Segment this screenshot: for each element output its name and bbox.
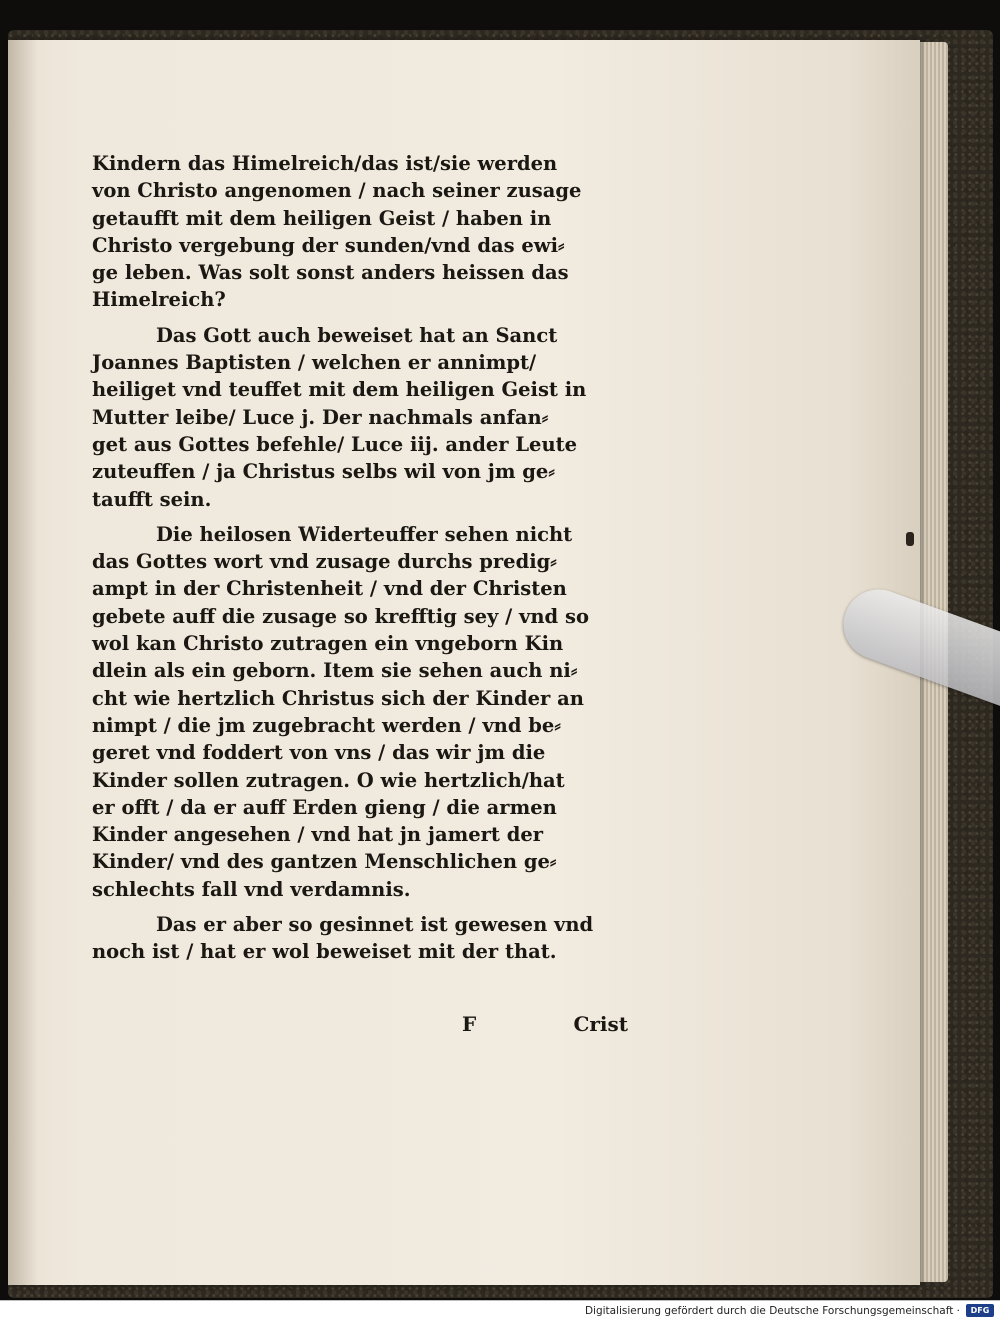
page-speck — [906, 532, 914, 546]
text-line: cht wie hertzlich Christus sich der Kinder an — [92, 686, 584, 710]
text-line: heiliget vnd teuffet mit dem heiligen Geist in — [92, 378, 587, 402]
text-line: das Gottes wort vnd zusage durchs predig⸗ — [92, 550, 557, 574]
text-line: Joannes Baptisten / welchen er annimpt/ — [92, 351, 537, 375]
text-line: ampt in der Christenheit / vnd der Christen — [92, 577, 567, 601]
text-line: wol kan Christo zutragen ein vngeborn Kin — [92, 632, 564, 656]
text-line: Kinder angesehen / vnd hat jn jamert der — [92, 823, 544, 847]
text-line: geret vnd foddert von vns / das wir jm die — [92, 741, 546, 765]
text-line: ge leben. Was solt sonst anders heissen das — [92, 261, 569, 285]
paragraph-gap — [92, 903, 632, 911]
text-line: Kinder/ vnd des gantzen Menschlichen ge⸗ — [92, 850, 557, 874]
signature-mark: F — [462, 1012, 477, 1036]
page-footer-line — [92, 1012, 628, 1042]
text-line: gebete auff die zusage so krefftig sey / vnd so — [92, 604, 589, 628]
dfg-logo: DFG — [966, 1304, 994, 1317]
text-line: Die heilosen Widerteuffer sehen nicht — [156, 522, 573, 546]
body-text — [92, 150, 632, 966]
text-line: get aus Gottes befehle/ Luce iij. ander Leute — [92, 432, 578, 456]
text-line: er offt / da er auff Erden gieng / die armen — [92, 795, 557, 819]
paragraph-gap — [92, 314, 632, 322]
text-line: Kinder sollen zutragen. O wie hertzlich/hat — [92, 768, 565, 792]
page-gutter-shadow — [8, 40, 38, 1285]
text-line: Kindern das Himelreich/das ist/sie werden — [92, 152, 558, 175]
text-line: Das er aber so gesinnet ist gewesen vnd — [156, 913, 594, 937]
text-line: getaufft mit dem heiligen Geist / haben in — [92, 206, 552, 230]
text-line: Christo vergebung der sunden/vnd das ewi⸗ — [92, 233, 565, 257]
footer-bar — [0, 1300, 1000, 1321]
text-line: Himelreich? — [92, 288, 226, 312]
text-line: dlein als ein geborn. Item sie sehen auch ni⸗ — [92, 659, 578, 683]
text-line: taufft sein. — [92, 487, 212, 511]
text-line: nimpt / die jm zugebracht werden / vnd be⸗ — [92, 713, 561, 737]
text-line: schlechts fall vnd verdamnis. — [92, 877, 411, 901]
funding-note: Digitalisierung gefördert durch die Deutsche Forschungsgemeinschaft · — [584, 1305, 960, 1317]
text-line: von Christo angenomen / nach seiner zusage — [92, 179, 582, 203]
text-line: Mutter leibe/ Luce j. Der nachmals anfan⸗ — [92, 405, 549, 429]
text-line: Das Gott auch beweiset hat an Sanct — [156, 323, 558, 347]
catchword: Crist — [573, 1012, 628, 1036]
paragraph-gap — [92, 513, 632, 521]
text-line: noch ist / hat er wol beweiset mit der that. — [92, 940, 557, 964]
text-line: zuteuffen / ja Christus selbs wil von jm ge⸗ — [92, 460, 555, 484]
